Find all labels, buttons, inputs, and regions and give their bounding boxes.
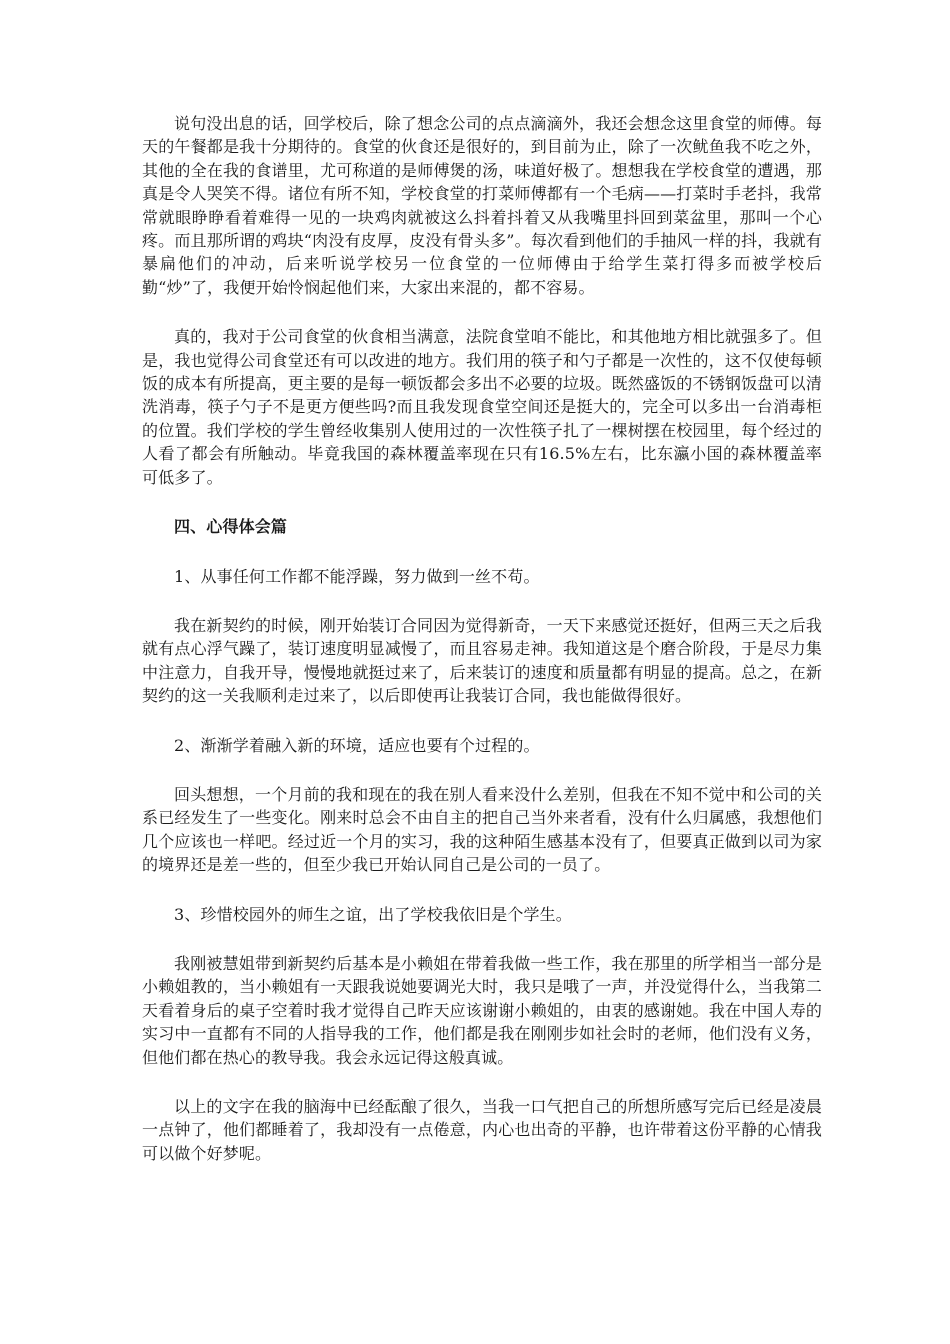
experience-item-2: 2、渐渐学着融入新的环境，适应也要有个过程的。 [174, 735, 540, 755]
paragraph-canteen-improvement: 真的，我对于公司食堂的伙食相当满意，法院食堂咱不能比，和其他地方相比就强多了。但是，我也觉得公司食堂还有可以改进的地方。我们用的筷子和勺子都是一次性的，这不仅使每顿饭的成本有所提高，更主要的是每一顿饭都会多出不必要的垃圾。既然盛饭的不锈钢饭盘可以清洗消毒，筷子勺子不是更方便些吗?而且我发现食堂空间还是挺大的，完全可以多出一台消毒柜的位置。我们学校的学生曾经收集别人使用过的一次性筷子扎了一棵树摆在校园里，每个经过的人看了都会有所触动。毕竟我国的森林覆盖率现在只有16.5%左右，比东瀛小国的森林覆盖率可低多了。 [142, 327, 822, 487]
document-body [142, 112, 822, 1191]
paragraph-item-3: 我刚被慧姐带到新契约后基本是小赖姐在带着我做一些工作，我在那里的所学相当一部分是小赖姐教的，当小赖姐有一天跟我说她要调光大时，我只是哦了一声，并没觉得什么，当我第二天看着身后的桌子空着时我才觉得自己昨天应该谢谢小赖姐的，由衷的感谢她。我在中国人寿的实习中一直都有不同的人指导我的工作，他们都是我在刚刚步如社会时的老师，他们没有义务，但他们都在热心的教导我。我会永远记得这般真诚。 [142, 953, 822, 1067]
paragraph-canteen-chefs: 说句没出息的话，回学校后，除了想念公司的点点滴滴外，我还会想念这里食堂的师傅。每天的午餐都是我十分期待的。食堂的伙食还是很好的，到目前为止，除了一次鱿鱼我不吃之外，其他的全在我的食谱里，尤可称道的是师傅煲的汤，味道好极了。想想我在学校食堂的遭遇，那真是令人哭笑不得。诸位有所不知，学校食堂的打菜师傅都有一个毛病——打菜时手老抖，我常常就眼睁睁看着难得一见的一块鸡肉就被这么抖着抖着又从我嘴里抖回到菜盆里，那叫一个心疼。而且那所谓的鸡块“肉没有皮厚，皮没有骨头多”。每次看到他们的手抽风一样的抖，我就有暴扁他们的冲动，后来听说学校另一位食堂的一位师傅由于给学生菜打得多而被学校后勤“炒”了，我便开始怜悯起他们来，大家出来混的，都不容易。 [142, 114, 822, 297]
paragraph-closing: 以上的文字在我的脑海中已经酝酿了很久，当我一口气把自己的所想所感写完后已经是凌晨一点钟了，他们都睡着了，我却没有一点倦意，内心也出奇的平静，也许带着这份平静的心情我可以做个好梦呢。 [142, 1097, 822, 1163]
paragraph-item-2: 回头想想，一个月前的我和现在的我在别人看来没什么差别，但我在不知不觉中和公司的关系已经发生了一些变化。刚来时总会不由自主的把自己当外来者看，没有什么归属感，我想他们几个应该也一样吧。经过近一个月的实习，我的这种陌生感基本没有了，但要真正做到以司为家的境界还是差一些的，但至少我已开始认同自己是公司的一员了。 [142, 784, 822, 875]
paragraph-item-1: 我在新契约的时候，刚开始装订合同因为觉得新奇，一天下来感觉还挺好，但两三天之后我就有点心浮气躁了，装订速度明显减慢了，而且容易走神。我知道这是个磨合阶段，于是尽力集中注意力，自我开导，慢慢地就挺过来了，后来装订的速度和质量都有明显的提高。总之，在新契约的这一关我顺利走过来了，以后即使再让我装订合同，我也能做得很好。 [142, 615, 822, 706]
experience-item-3: 3、珍惜校园外的师生之谊，出了学校我依旧是个学生。 [174, 904, 572, 924]
experience-item-1: 1、从事任何工作都不能浮躁，努力做到一丝不苟。 [174, 566, 540, 586]
section-heading: 四、心得体会篇 [174, 517, 288, 537]
